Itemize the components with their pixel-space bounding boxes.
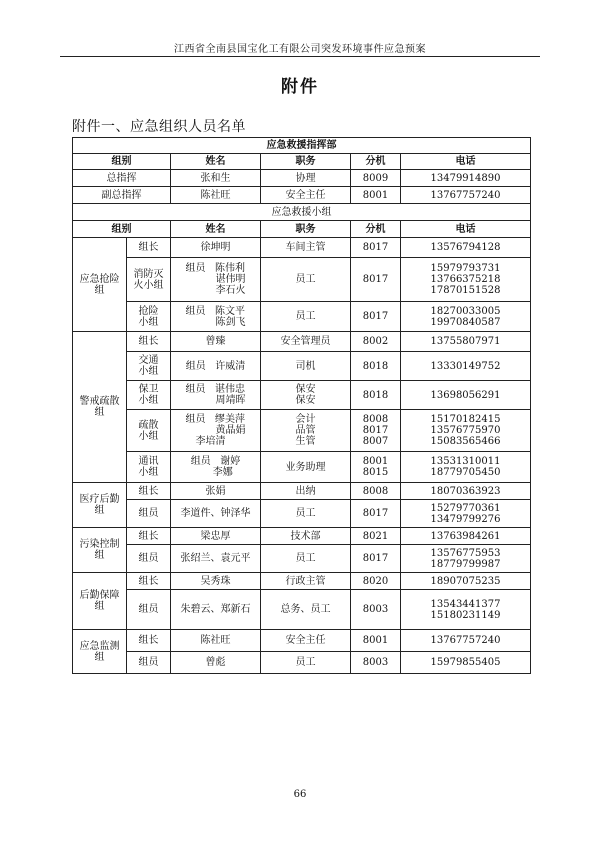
subgroup-label: 交通 xyxy=(138,355,159,366)
phone-line: 15979793731 xyxy=(430,263,501,274)
cell-ext: 8018 xyxy=(351,352,401,381)
cell-phone: 13330149752 xyxy=(401,352,531,381)
cell-phone: 13698056291 xyxy=(401,381,531,410)
cell-duty: 员工 xyxy=(261,652,351,674)
group-label-line: 应急监测 xyxy=(79,640,120,652)
phone-line: 19970840587 xyxy=(430,316,501,328)
table-row xyxy=(73,573,531,590)
subgroup-label: 抢险 xyxy=(138,305,159,317)
cell-phone xyxy=(401,545,531,573)
cell-duty: 员工 xyxy=(261,258,351,302)
cell-name: 李道件、钟泽华 xyxy=(171,500,261,528)
table-row xyxy=(73,590,531,630)
cell-role: 组员 xyxy=(185,384,206,395)
group-pollution: 污染控制组 xyxy=(73,528,127,573)
group-logistics: 后勤保障组 xyxy=(73,573,127,630)
member-name: 黄晶娟 xyxy=(215,425,246,436)
table-row xyxy=(73,452,531,483)
member-name: 李培清 xyxy=(195,436,226,447)
duty-line: 保安 xyxy=(295,384,316,395)
member-name: 周靖晖 xyxy=(215,395,246,406)
cell-role: 组长 xyxy=(127,573,171,590)
cell-name: 徐坤明 xyxy=(171,238,261,258)
cell-subgroup xyxy=(127,410,171,452)
cell-subgroup xyxy=(127,302,171,332)
col-group: 组别 xyxy=(73,154,171,170)
cell-role: 组员 xyxy=(127,652,171,674)
cell-name: 张绍兰、袁元平 xyxy=(171,545,261,573)
cell-duty: 业务助理 xyxy=(261,452,351,483)
table-row xyxy=(73,170,531,187)
table-row xyxy=(73,630,531,652)
rescue-caption-row xyxy=(73,204,531,221)
col-name: 姓名 xyxy=(171,221,261,238)
cell-phone: 18070363923 xyxy=(401,483,531,500)
cell-ext: 8001 xyxy=(351,630,401,652)
table-row xyxy=(73,258,531,302)
col-duty: 职务 xyxy=(261,154,351,170)
table-row xyxy=(73,483,531,500)
col-group: 组别 xyxy=(73,221,171,238)
appendix-title: 附件 xyxy=(281,77,319,97)
col-ext: 分机 xyxy=(351,154,401,170)
subgroup-label: 疏散 xyxy=(138,419,159,431)
cell-ext: 8017 xyxy=(351,238,401,258)
member-name: 陈剑飞 xyxy=(215,316,246,328)
cell-group: 副总指挥 xyxy=(73,187,171,204)
cell-duty: 行政主管 xyxy=(261,573,351,590)
cell-name: 张娟 xyxy=(171,483,261,500)
cell-members xyxy=(171,352,261,381)
cell-duty: 员工 xyxy=(261,545,351,573)
cell-phone: 13763984261 xyxy=(401,528,531,545)
member-name: 谌伟忠 xyxy=(215,384,246,395)
group-monitoring xyxy=(73,630,127,674)
rescue-caption: 应急救援小组 xyxy=(73,204,531,221)
cell-role: 组长 xyxy=(127,483,171,500)
cell-duty xyxy=(261,381,351,410)
subgroup-label: 消防灭 xyxy=(133,268,164,280)
col-name: 姓名 xyxy=(171,154,261,170)
cell-role: 组员 xyxy=(185,263,206,274)
cell-members xyxy=(171,381,261,410)
group-medical: 医疗后勤组 xyxy=(73,483,127,528)
cell-role: 组长 xyxy=(127,332,171,352)
phone-line: 15170182415 xyxy=(430,414,501,425)
table-row xyxy=(73,500,531,528)
cell-duty xyxy=(261,410,351,452)
cell-duty: 协理 xyxy=(261,170,351,187)
cell-duty: 员工 xyxy=(261,302,351,332)
cell-name: 陈社旺 xyxy=(171,630,261,652)
cell-phone: 15979855405 xyxy=(401,652,531,674)
cell-name: 朱碧云、郑新石 xyxy=(171,590,261,630)
phone-line: 13576775970 xyxy=(430,425,501,436)
cell-role: 组员 xyxy=(185,414,206,425)
member-name: 缪美萍 xyxy=(215,414,246,425)
cell-name: 曾彪 xyxy=(171,652,261,674)
cell-duty: 安全主任 xyxy=(261,187,351,204)
ext-line: 8017 xyxy=(362,425,389,436)
table-row xyxy=(73,381,531,410)
duty-line: 生管 xyxy=(295,436,316,447)
table-row xyxy=(73,528,531,545)
cell-phone xyxy=(401,500,531,528)
phone-line: 18779705450 xyxy=(430,467,501,478)
phone-line: 17870151528 xyxy=(430,285,501,296)
cell-role: 组长 xyxy=(127,528,171,545)
cell-duty: 车间主管 xyxy=(261,238,351,258)
cell-name: 曾臻 xyxy=(171,332,261,352)
cell-role: 组员 xyxy=(127,590,171,630)
subgroup-label: 小组 xyxy=(138,467,159,478)
table-row xyxy=(73,410,531,452)
cell-duty: 司机 xyxy=(261,352,351,381)
phone-line: 13766375218 xyxy=(430,274,501,285)
subgroup-label: 通讯 xyxy=(138,456,159,467)
cell-duty: 安全主任 xyxy=(261,630,351,652)
cell-duty: 安全管理员 xyxy=(261,332,351,352)
duty-line: 保安 xyxy=(295,395,316,406)
cell-duty: 员工 xyxy=(261,500,351,528)
phone-line: 13543441377 xyxy=(430,598,501,610)
cell-role: 组员 xyxy=(190,456,211,467)
phone-line: 15180231149 xyxy=(430,609,501,621)
ext-line: 8001 xyxy=(362,456,389,467)
phone-line: 18779799987 xyxy=(430,558,501,570)
subgroup-label: 小组 xyxy=(138,366,159,377)
cell-subgroup xyxy=(127,381,171,410)
phone-line: 13576775953 xyxy=(430,547,501,559)
ext-line: 8008 xyxy=(362,414,389,425)
cell-ext: 8003 xyxy=(351,590,401,630)
cell-ext: 8018 xyxy=(351,381,401,410)
cell-ext: 8017 xyxy=(351,258,401,302)
table-row xyxy=(73,187,531,204)
member-name: 陈伟利 xyxy=(215,263,246,274)
cell-role: 组员 xyxy=(127,500,171,528)
cell-role: 组员 xyxy=(127,545,171,573)
col-phone: 电话 xyxy=(401,154,531,170)
phone-line: 15083565466 xyxy=(430,436,501,447)
cell-phone: 13479914890 xyxy=(401,170,531,187)
cell-duty: 出纳 xyxy=(261,483,351,500)
table-row xyxy=(73,352,531,381)
cell-name: 张和生 xyxy=(171,170,261,187)
running-header: 江西省全南县国宝化工有限公司突发环境事件应急预案 xyxy=(174,44,426,55)
emergency-roster-table xyxy=(72,137,531,674)
cell-ext: 8009 xyxy=(351,170,401,187)
phone-line: 18270033005 xyxy=(430,305,501,317)
col-phone: 电话 xyxy=(401,221,531,238)
group-emergency-rescue: 应急抢险组 xyxy=(73,238,127,332)
cell-ext: 8017 xyxy=(351,545,401,573)
col-duty: 职务 xyxy=(261,221,351,238)
cell-phone xyxy=(401,410,531,452)
section-title: 附件一、应急组织人员名单 xyxy=(72,119,246,135)
cell-group: 总指挥 xyxy=(73,170,171,187)
table-row xyxy=(73,302,531,332)
cell-phone xyxy=(401,258,531,302)
cell-ext: 8008 xyxy=(351,483,401,500)
cell-subgroup xyxy=(127,352,171,381)
cell-members xyxy=(171,302,261,332)
cell-members xyxy=(171,258,261,302)
group-security: 警戒疏散组 xyxy=(73,332,127,483)
subgroup-label: 保卫 xyxy=(138,384,159,395)
cell-phone: 18907075235 xyxy=(401,573,531,590)
ext-line: 8015 xyxy=(362,467,389,478)
cell-name: 吴秀珠 xyxy=(171,573,261,590)
phone-line: 13479799276 xyxy=(430,513,501,525)
cell-ext: 8003 xyxy=(351,652,401,674)
command-caption-row xyxy=(73,138,531,154)
cell-subgroup xyxy=(127,452,171,483)
cell-phone: 13576794128 xyxy=(401,238,531,258)
cell-ext: 8001 xyxy=(351,187,401,204)
cell-ext: 8017 xyxy=(351,302,401,332)
duty-line: 品管 xyxy=(295,425,316,436)
ext-line: 8007 xyxy=(362,436,389,447)
cell-ext xyxy=(351,452,401,483)
cell-members xyxy=(171,452,261,483)
cell-phone xyxy=(401,590,531,630)
subgroup-label: 小组 xyxy=(138,430,159,442)
phone-line: 15279770361 xyxy=(430,502,501,514)
cell-ext: 8017 xyxy=(351,500,401,528)
header-rule xyxy=(60,56,540,57)
cell-phone xyxy=(401,302,531,332)
member-name: 谢婷 xyxy=(220,456,241,467)
cell-duty: 总务、员工 xyxy=(261,590,351,630)
cell-ext: 8020 xyxy=(351,573,401,590)
subgroup-label: 火小组 xyxy=(133,279,164,291)
header-row xyxy=(73,154,531,170)
duty-line: 会计 xyxy=(295,414,316,425)
cell-role: 组长 xyxy=(127,630,171,652)
cell-name: 陈社旺 xyxy=(171,187,261,204)
table-row xyxy=(73,652,531,674)
member-name: 李娜 xyxy=(212,467,233,478)
header-row xyxy=(73,221,531,238)
table-row xyxy=(73,545,531,573)
member-name: 李石火 xyxy=(215,285,246,296)
cell-role: 组员 xyxy=(185,360,206,372)
cell-phone xyxy=(401,452,531,483)
member-name: 陈文平 xyxy=(215,305,246,317)
member-name: 谌伟明 xyxy=(215,274,246,285)
subgroup-label: 小组 xyxy=(138,395,159,406)
cell-ext: 8021 xyxy=(351,528,401,545)
member-name: 许威清 xyxy=(215,360,246,372)
group-label-line: 组 xyxy=(94,651,105,663)
table-row xyxy=(73,332,531,352)
cell-ext xyxy=(351,410,401,452)
cell-phone: 13767757240 xyxy=(401,630,531,652)
table-row xyxy=(73,238,531,258)
cell-role: 组长 xyxy=(127,238,171,258)
cell-duty: 技术部 xyxy=(261,528,351,545)
cell-name: 梁忠厚 xyxy=(171,528,261,545)
page-number: 66 xyxy=(293,789,307,800)
cell-members xyxy=(171,410,261,452)
cell-role: 组员 xyxy=(185,305,206,317)
col-ext: 分机 xyxy=(351,221,401,238)
cell-subgroup xyxy=(127,258,171,302)
cell-phone: 13755807971 xyxy=(401,332,531,352)
cell-phone: 13767757240 xyxy=(401,187,531,204)
command-caption: 应急救援指挥部 xyxy=(73,138,531,154)
cell-ext: 8002 xyxy=(351,332,401,352)
phone-line: 13531310011 xyxy=(430,456,501,467)
subgroup-label: 小组 xyxy=(138,316,159,328)
